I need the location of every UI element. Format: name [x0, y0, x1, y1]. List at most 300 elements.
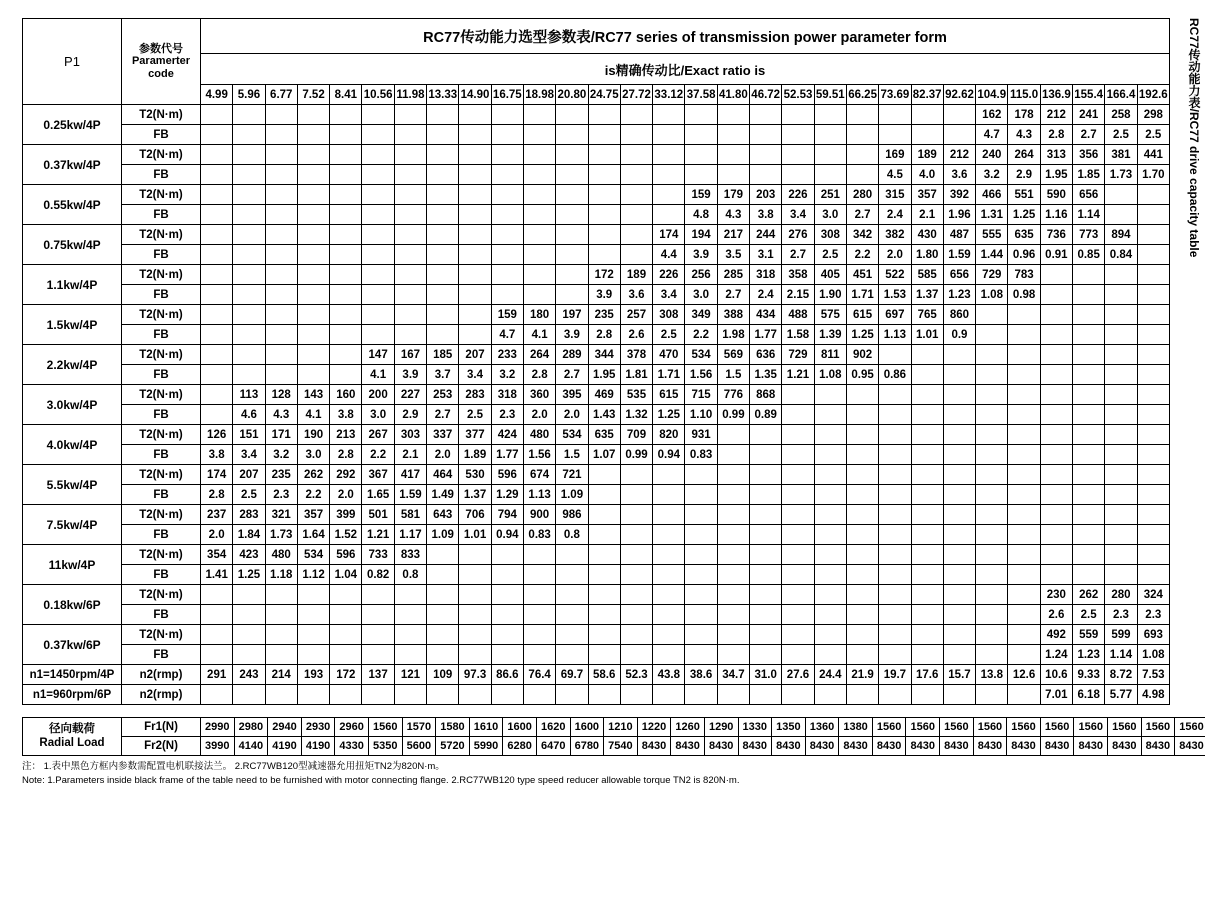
radial-value-cell: 5720	[436, 737, 470, 756]
data-cell	[556, 625, 588, 645]
data-cell: 3.9	[685, 245, 717, 265]
data-cell	[879, 625, 911, 645]
data-cell: 2.6	[620, 325, 652, 345]
data-cell: 162	[976, 105, 1008, 125]
data-cell: 1.35	[750, 365, 782, 385]
data-cell	[459, 105, 491, 125]
data-cell: 1.07	[588, 445, 620, 465]
data-cell	[394, 145, 426, 165]
data-cell	[976, 425, 1008, 445]
data-cell	[814, 625, 846, 645]
radial-value-cell: 1220	[637, 718, 671, 737]
data-cell	[394, 205, 426, 225]
speed-value-cell	[394, 685, 426, 705]
data-cell	[911, 505, 943, 525]
table-row	[23, 485, 1170, 505]
data-cell: 2.0	[556, 405, 588, 425]
radial-value-cell: 1560	[1074, 718, 1108, 737]
data-cell	[233, 205, 265, 225]
speed-value-cell: 58.6	[588, 665, 620, 685]
data-cell	[1073, 505, 1105, 525]
data-cell	[717, 525, 749, 545]
data-cell: 522	[879, 265, 911, 285]
data-cell: 1.10	[685, 405, 717, 425]
speed-value-cell	[976, 685, 1008, 705]
radial-load-section	[22, 717, 1204, 756]
data-cell	[814, 465, 846, 485]
data-cell: 200	[362, 385, 394, 405]
data-cell	[976, 585, 1008, 605]
data-cell	[233, 105, 265, 125]
data-cell	[1073, 425, 1105, 445]
data-cell	[394, 325, 426, 345]
radial-value-cell: 1560	[1175, 718, 1205, 737]
data-cell: 1.84	[233, 525, 265, 545]
data-cell	[523, 205, 555, 225]
data-cell	[523, 565, 555, 585]
speed-value-cell: 43.8	[653, 665, 685, 685]
radial-value-cell: 4330	[335, 737, 369, 756]
speed-value-cell: 97.3	[459, 665, 491, 685]
data-cell: 721	[556, 465, 588, 485]
data-cell: 3.0	[814, 205, 846, 225]
data-cell: 4.1	[523, 325, 555, 345]
data-cell	[362, 605, 394, 625]
radial-value-cell: 4140	[234, 737, 268, 756]
row-type-cell: T2(N·m)	[122, 585, 201, 605]
data-cell: 581	[394, 505, 426, 525]
data-cell: 2.5	[1105, 125, 1137, 145]
speed-value-cell: 76.4	[523, 665, 555, 685]
data-cell: 2.0	[523, 405, 555, 425]
data-cell	[362, 125, 394, 145]
data-cell: 1.5	[556, 445, 588, 465]
data-cell	[297, 365, 329, 385]
speed-value-cell: 291	[201, 665, 233, 685]
data-cell: 143	[297, 385, 329, 405]
data-cell	[459, 245, 491, 265]
data-cell	[846, 385, 878, 405]
data-cell	[233, 625, 265, 645]
radial-value-cell: 7540	[604, 737, 638, 756]
data-cell	[620, 245, 652, 265]
data-cell	[330, 205, 362, 225]
data-cell	[459, 145, 491, 165]
data-cell: 1.21	[362, 525, 394, 545]
data-cell: 147	[362, 345, 394, 365]
ratio-header-cell: 5.96	[233, 85, 265, 105]
table-row	[23, 445, 1170, 465]
data-cell	[782, 645, 814, 665]
speed-value-cell: 121	[394, 665, 426, 685]
data-cell	[556, 645, 588, 665]
data-cell: 324	[1137, 585, 1169, 605]
ratio-header-cell: 27.72	[620, 85, 652, 105]
data-cell: 1.71	[846, 285, 878, 305]
data-cell	[330, 625, 362, 645]
data-cell	[265, 265, 297, 285]
radial-value-cell: 6280	[503, 737, 537, 756]
table-row	[23, 565, 1170, 585]
data-cell	[427, 185, 459, 205]
data-cell: 487	[943, 225, 975, 245]
data-cell	[1008, 565, 1040, 585]
row-type-cell: FB	[122, 525, 201, 545]
data-cell	[556, 285, 588, 305]
data-cell: 0.8	[556, 525, 588, 545]
data-cell	[1137, 265, 1169, 285]
data-cell	[1040, 265, 1072, 285]
data-cell: 1.43	[588, 405, 620, 425]
data-cell: 399	[330, 505, 362, 525]
ratio-header-cell: 155.4	[1073, 85, 1105, 105]
data-cell: 1.56	[523, 445, 555, 465]
row-type-cell: FB	[122, 125, 201, 145]
radial-value-cell: 2930	[301, 718, 335, 737]
data-cell: 342	[846, 225, 878, 245]
row-type-cell: FB	[122, 445, 201, 465]
data-cell: 833	[394, 545, 426, 565]
data-cell	[879, 605, 911, 625]
data-cell	[1137, 365, 1169, 385]
data-cell: 1.90	[814, 285, 846, 305]
radial-code-cell: Fr1(N)	[122, 718, 201, 737]
data-cell: 377	[459, 425, 491, 445]
data-cell: 3.2	[976, 165, 1008, 185]
data-cell	[297, 285, 329, 305]
data-cell: 2.0	[201, 525, 233, 545]
data-cell: 285	[717, 265, 749, 285]
data-cell	[1137, 225, 1169, 245]
data-cell	[201, 265, 233, 285]
data-cell: 1.29	[491, 485, 523, 505]
data-cell	[1008, 385, 1040, 405]
data-cell	[750, 485, 782, 505]
radial-value-cell: 1610	[469, 718, 503, 737]
data-cell: 1.23	[1073, 645, 1105, 665]
data-cell	[1008, 325, 1040, 345]
data-cell	[491, 165, 523, 185]
data-cell: 2.9	[394, 405, 426, 425]
speed-row	[23, 685, 1170, 705]
data-cell	[620, 165, 652, 185]
data-cell: 159	[491, 305, 523, 325]
data-cell	[782, 125, 814, 145]
data-cell	[653, 465, 685, 485]
data-cell: 0.96	[1008, 245, 1040, 265]
data-cell: 736	[1040, 225, 1072, 245]
data-cell: 569	[717, 345, 749, 365]
data-cell	[233, 225, 265, 245]
data-cell	[297, 585, 329, 605]
data-cell	[330, 105, 362, 125]
table-row	[23, 125, 1170, 145]
data-cell	[814, 165, 846, 185]
data-cell	[233, 245, 265, 265]
data-cell	[911, 625, 943, 645]
data-cell	[297, 645, 329, 665]
data-cell	[879, 125, 911, 145]
data-cell: 2.5	[1137, 125, 1169, 145]
data-cell	[814, 425, 846, 445]
data-cell: 480	[265, 545, 297, 565]
data-cell	[233, 645, 265, 665]
data-cell: 986	[556, 505, 588, 525]
data-cell: 151	[233, 425, 265, 445]
data-cell: 1.73	[265, 525, 297, 545]
data-cell	[427, 585, 459, 605]
data-cell	[846, 625, 878, 645]
data-cell: 174	[653, 225, 685, 245]
data-cell	[620, 645, 652, 665]
power-label-cell: 11kw/4P	[23, 545, 122, 585]
data-cell: 1.25	[846, 325, 878, 345]
radial-value-cell: 6470	[536, 737, 570, 756]
data-cell	[265, 585, 297, 605]
speed-value-cell	[685, 685, 717, 705]
data-cell	[1105, 285, 1137, 305]
data-cell	[943, 565, 975, 585]
data-cell: 126	[201, 425, 233, 445]
radial-value-cell: 4190	[268, 737, 302, 756]
data-cell	[523, 185, 555, 205]
data-cell	[846, 445, 878, 465]
data-cell	[297, 205, 329, 225]
data-cell: 388	[717, 305, 749, 325]
data-cell	[491, 545, 523, 565]
data-cell: 303	[394, 425, 426, 445]
data-cell	[911, 405, 943, 425]
radial-value-cell: 1600	[570, 718, 604, 737]
data-cell	[685, 545, 717, 565]
table-row	[23, 205, 1170, 225]
radial-row	[23, 718, 1205, 737]
data-cell: 2.7	[717, 285, 749, 305]
data-cell	[201, 185, 233, 205]
data-cell	[1040, 505, 1072, 525]
data-cell	[556, 265, 588, 285]
data-cell	[782, 485, 814, 505]
data-cell: 3.6	[943, 165, 975, 185]
data-cell	[750, 445, 782, 465]
data-cell	[620, 465, 652, 485]
data-cell: 900	[523, 505, 555, 525]
data-cell	[491, 225, 523, 245]
radial-value-cell: 8430	[872, 737, 906, 756]
data-cell: 1.13	[879, 325, 911, 345]
data-cell	[556, 145, 588, 165]
data-cell: 167	[394, 345, 426, 365]
data-cell: 189	[620, 265, 652, 285]
data-cell	[1105, 525, 1137, 545]
data-cell: 4.5	[879, 165, 911, 185]
data-cell: 0.98	[1008, 285, 1040, 305]
data-cell	[782, 565, 814, 585]
data-cell	[814, 545, 846, 565]
data-cell	[911, 365, 943, 385]
data-cell	[394, 105, 426, 125]
data-cell: 492	[1040, 625, 1072, 645]
data-cell: 783	[1008, 265, 1040, 285]
speed-value-cell: 12.6	[1008, 665, 1040, 685]
speed-value-cell: 38.6	[685, 665, 717, 685]
data-cell	[814, 565, 846, 585]
data-cell	[265, 285, 297, 305]
data-cell	[879, 105, 911, 125]
radial-value-cell: 3990	[201, 737, 235, 756]
data-cell: 729	[976, 265, 1008, 285]
ratio-header-cell: 66.25	[846, 85, 878, 105]
data-cell: 1.80	[911, 245, 943, 265]
data-cell	[750, 425, 782, 445]
data-cell	[201, 125, 233, 145]
speed-value-cell	[427, 685, 459, 705]
data-cell: 894	[1105, 225, 1137, 245]
data-cell	[330, 265, 362, 285]
data-cell: 0.83	[685, 445, 717, 465]
table-row	[23, 625, 1170, 645]
data-cell	[459, 285, 491, 305]
data-cell	[1137, 465, 1169, 485]
data-cell: 0.85	[1073, 245, 1105, 265]
data-cell	[394, 265, 426, 285]
data-cell: 262	[1073, 585, 1105, 605]
data-cell: 354	[201, 545, 233, 565]
data-cell: 773	[1073, 225, 1105, 245]
data-cell: 1.14	[1073, 205, 1105, 225]
data-cell	[846, 585, 878, 605]
data-cell: 2.5	[233, 485, 265, 505]
data-cell	[976, 605, 1008, 625]
data-cell	[879, 405, 911, 425]
data-cell: 0.99	[620, 445, 652, 465]
data-cell	[846, 605, 878, 625]
data-cell: 0.99	[717, 405, 749, 425]
table-row	[23, 225, 1170, 245]
data-cell	[1073, 465, 1105, 485]
data-cell	[1008, 605, 1040, 625]
data-cell: 349	[685, 305, 717, 325]
data-cell: 697	[879, 305, 911, 325]
data-cell	[297, 305, 329, 325]
data-cell: 2.4	[750, 285, 782, 305]
data-cell: 3.4	[782, 205, 814, 225]
data-cell: 4.3	[717, 205, 749, 225]
data-cell	[362, 105, 394, 125]
radial-value-cell: 1560	[368, 718, 402, 737]
data-cell	[297, 605, 329, 625]
data-cell	[459, 585, 491, 605]
data-cell	[297, 625, 329, 645]
ratio-header-cell: 11.98	[394, 85, 426, 105]
row-type-cell: FB	[122, 405, 201, 425]
data-cell: 530	[459, 465, 491, 485]
data-cell: 4.8	[685, 205, 717, 225]
data-cell: 2.8	[330, 445, 362, 465]
ratio-header-cell: 4.99	[201, 85, 233, 105]
data-cell: 2.4	[879, 205, 911, 225]
data-cell	[1008, 425, 1040, 445]
data-cell: 357	[297, 505, 329, 525]
data-cell: 0.91	[1040, 245, 1072, 265]
data-cell: 1.65	[362, 485, 394, 505]
speed-value-cell: 137	[362, 665, 394, 685]
speed-code-cell: n2(rmp)	[122, 685, 201, 705]
ratio-header-cell: 33.12	[653, 85, 685, 105]
data-cell	[943, 485, 975, 505]
data-cell	[588, 205, 620, 225]
radial-value-cell: 8430	[1007, 737, 1041, 756]
data-cell	[556, 205, 588, 225]
data-cell	[685, 485, 717, 505]
row-type-cell: FB	[122, 485, 201, 505]
data-cell: 1.08	[976, 285, 1008, 305]
data-cell	[911, 345, 943, 365]
radial-value-cell: 2960	[335, 718, 369, 737]
speed-value-cell: 34.7	[717, 665, 749, 685]
radial-value-cell: 1560	[872, 718, 906, 737]
row-type-cell: T2(N·m)	[122, 345, 201, 365]
data-cell: 0.83	[523, 525, 555, 545]
row-type-cell: FB	[122, 205, 201, 225]
speed-value-cell	[330, 685, 362, 705]
data-cell	[879, 545, 911, 565]
data-cell: 1.56	[685, 365, 717, 385]
data-cell: 1.24	[1040, 645, 1072, 665]
data-cell	[814, 585, 846, 605]
data-cell: 1.09	[556, 485, 588, 505]
radial-value-cell: 1290	[704, 718, 738, 737]
data-cell: 2.3	[265, 485, 297, 505]
data-cell	[1040, 345, 1072, 365]
speed-value-cell	[620, 685, 652, 705]
data-cell	[620, 505, 652, 525]
radial-value-cell: 1260	[671, 718, 705, 737]
data-cell	[620, 185, 652, 205]
data-cell: 1.89	[459, 445, 491, 465]
data-cell: 1.5	[717, 365, 749, 385]
data-cell	[201, 285, 233, 305]
data-cell	[943, 505, 975, 525]
data-cell	[911, 485, 943, 505]
row-type-cell: T2(N·m)	[122, 265, 201, 285]
data-cell	[685, 585, 717, 605]
data-cell: 1.81	[620, 365, 652, 385]
power-label-cell: 1.1kw/4P	[23, 265, 122, 305]
speed-value-cell: 7.53	[1137, 665, 1169, 685]
data-cell: 2.7	[782, 245, 814, 265]
data-cell	[750, 625, 782, 645]
data-cell	[1137, 345, 1169, 365]
data-cell: 2.15	[782, 285, 814, 305]
data-cell	[233, 585, 265, 605]
data-cell	[1105, 465, 1137, 485]
data-cell: 0.9	[943, 325, 975, 345]
radial-value-cell: 5350	[368, 737, 402, 756]
data-cell	[394, 125, 426, 145]
data-cell: 160	[330, 385, 362, 405]
data-cell: 1.59	[394, 485, 426, 505]
data-cell: 3.0	[297, 445, 329, 465]
speed-value-cell: 24.4	[814, 665, 846, 685]
data-cell	[491, 625, 523, 645]
data-cell	[846, 145, 878, 165]
data-cell	[750, 585, 782, 605]
data-cell	[201, 165, 233, 185]
data-cell	[846, 405, 878, 425]
data-cell	[685, 465, 717, 485]
speed-value-cell: 193	[297, 665, 329, 685]
